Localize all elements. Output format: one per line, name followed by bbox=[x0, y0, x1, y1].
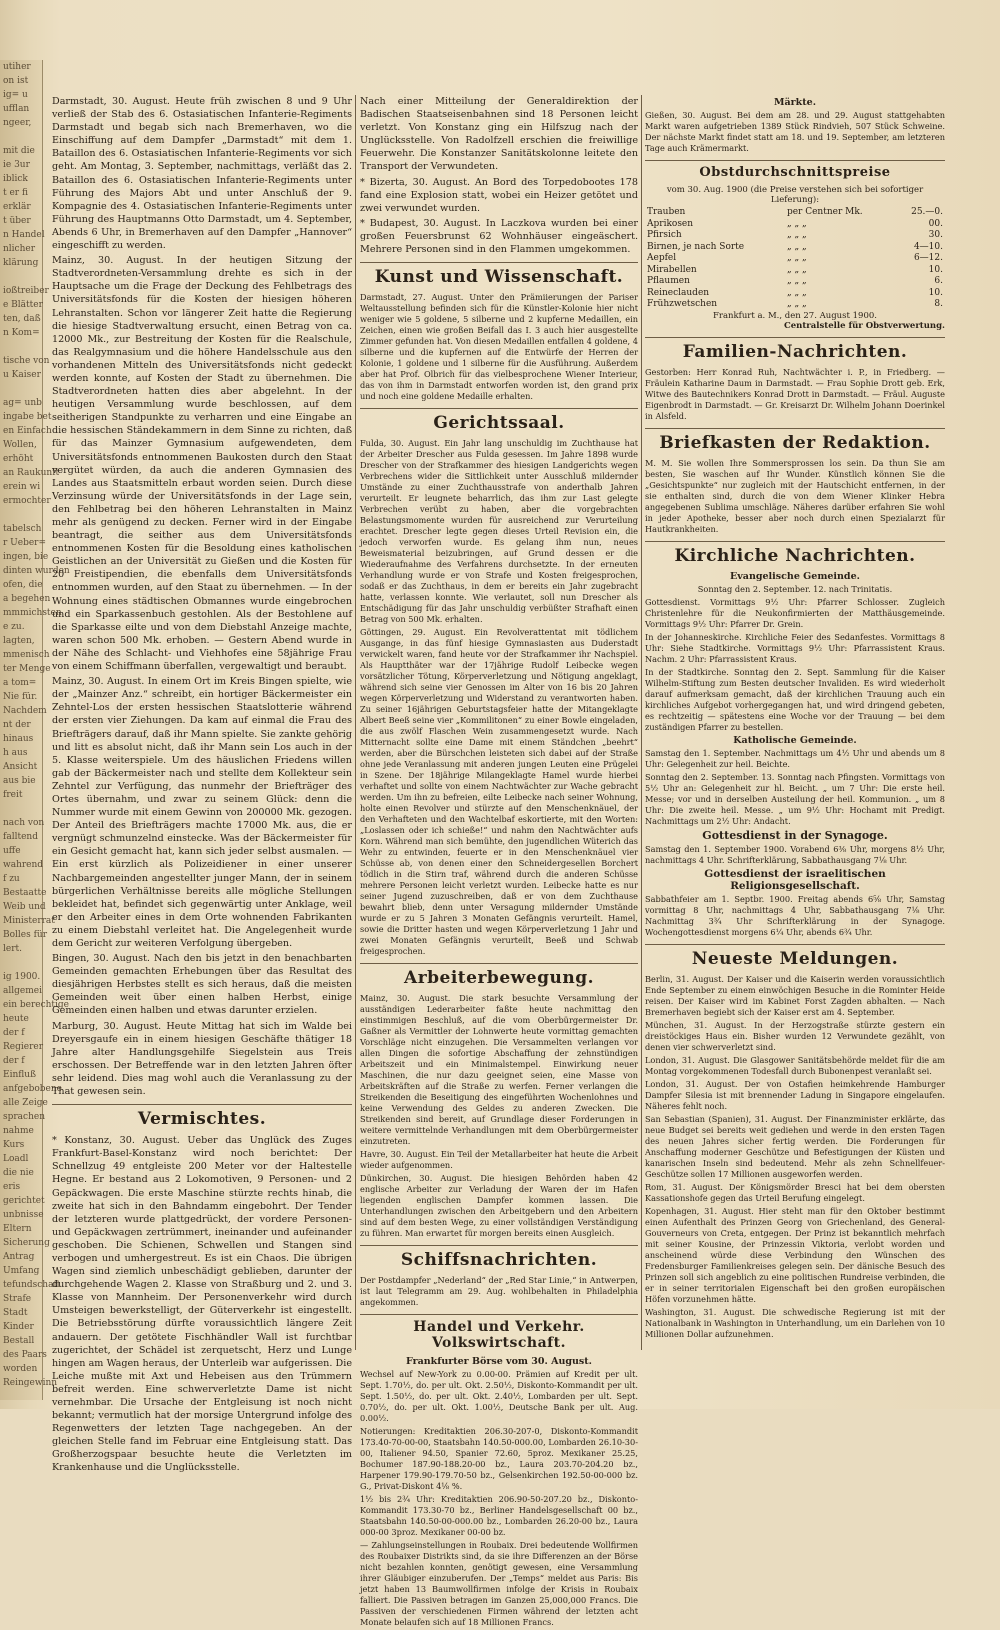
adjacent-page-fragment: die nie bbox=[3, 1168, 34, 1178]
article-goettingen: Göttingen, 29. August. Ein Revolverattentat mit tödlichem Ausgange, in das fünf hiesige Gymnasiasten aus Duderstadt verwickelt waren, fand heute vor der Strafkammer ihr Nachspiel. Als Hauptthäter war der 17jährige Rudolf Leibecke wegen vorsätzlicher Tötung, Körperverletzung und Nötigung angeklagt, während sich seine vier Genossen im Alter von 16 bis 20 Jahren wegen Körperverletzung und Widerstand zu verantworten haben. Zu seiner 16jährigen Geburtstagsfeier hatte der Mitangeklagte Albert Beeß seine vier „Kommilitonen“ zu einer Bowle eingeladen, die aus zwölf Flaschen Wein zusammengesetzt wurde. Nach Mitternacht sollte eine Dame mit einem Ständchen „beehrt“ werden, aber die Bürschchen leisteten sich dabei auf der Straße ohne jede Veranlassung mit anderen jungen Leuten eine Prügelei in Szene. Der 18jährige Milangeklagte Hamel wurde hierbei verhaftet und sollte von einem Nachtwächter zur Wache gebracht werden. Um ihn zu befreien, eilte Leibecke nach seiner Wohnung, holte einen Revolver und stürzte auf den Menschenknäuel, der den Verhafteten und den Wachtelbaf eskortierte, mit den Worten: „Loslassen oder ich schieße!“ und nahm den Nachtwächter aufs Korn. Während man sich bemühte, den jugendlichen Wüterich das Wehr zu entwinden, feuerte er in den Menschenknäuel vier Schüsse ab, von denen einer den Schneidergesellen Borchert tödlich in die Stirn traf, während durch die anderen Schüsse mehrere Personen leicht verletzt wurden. Leibecke hatte es nur seiner Jugend zuzuschreiben, daß er von dem Zuchthause bewahrt blieb, denn unter Versagung mildernder Umstände wurde er zu 5 Jahren 3 Monaten Gefängnis verurteilt. Hamel, sowie die Dritter hasten und wegen Körperverletzung 1 Jahr und zwei Monaten Gefängnis verurteilt, Beeß und Schwab freigesprochen. bbox=[360, 627, 638, 957]
news-rom: Rom, 31. August. Der Königsmörder Bresci hat bei dem obersten Kassationshofe gegen das Urteil Berufung eingelegt. bbox=[645, 1181, 945, 1203]
adjacent-page-fragment: ngeer, bbox=[3, 118, 32, 128]
maerkte-heading: Märkte. bbox=[774, 97, 816, 108]
price-value: 10. bbox=[928, 287, 943, 298]
adjacent-page-fragment: eris bbox=[3, 1182, 21, 1192]
adjacent-page-fragment: ag= unb bbox=[3, 398, 42, 408]
adjacent-page-fragment: n Kom= bbox=[3, 328, 40, 338]
adjacent-page-fragment: alle Zeige bbox=[3, 1098, 48, 1108]
adjacent-page-fragment: ioßtreiber bbox=[3, 286, 49, 296]
article-bizerta: * Bizerta, 30. August. An Bord des Torpedobootes 178 fand eine Explosion statt, wobei ein Heizer getötet und zwei verwundet wurden. bbox=[360, 176, 638, 214]
adjacent-page-fragment bbox=[0, 382, 42, 396]
adjacent-page-fragment: Stadt bbox=[3, 1308, 28, 1318]
column-rule bbox=[355, 95, 356, 1350]
price-row bbox=[645, 242, 945, 254]
adjacent-page-fragment: ufflan bbox=[3, 104, 30, 114]
adjacent-page-fragment: nlicher bbox=[3, 244, 36, 254]
news-london-1: London, 31. August. Die Glasgower Sanitätsbehörde meldet für die am Montag vorgekommenen Todesfall durch Bubonenpest veranlaßt sei. bbox=[645, 1054, 945, 1076]
synagoge-heading: Gottesdienst in der Synagoge. bbox=[702, 828, 888, 842]
price-row bbox=[645, 253, 945, 265]
obst-heading: Obstdurchschnittspreise bbox=[645, 160, 945, 180]
adjacent-page-fragment: u Kaiser bbox=[3, 370, 41, 380]
article-mainz-lotterie: Mainz, 30. August. In einem Ort im Kreis Bingen spielte, wie der „Mainzer Anz.“ schreibt, ein hortiger Bäckermeister ein Zehntel-Los der ersten hessischen Staatslotterie während der ersten vier Ziehungen. Da kam auf einmal die Frau des Briefträgers darauf, daß ihr Mann spielte. Sie zankte gehörig und litt es absolut nicht, daß ihr Mann sein Los auch in der 5. Klasse weiterspiele. Um des häuslichen Friedens willen gab der Bäckermeister nach und stellte dem Kollekteur sein Zehntel zur Verfügung, das nunmehr der Briefträger des Ortes übernahm, und zwar zu seinem Glück: denn die Nummer wurde mit einem Gewinn von 200000 Mk. gezogen. Der Anteil des Briefträgers machte 17000 Mk. aus, die er vergnügt schmunzelnd einstecke. Was der Bäckermeister für ein Gesicht gemacht hat, kann sich jeder selbst ausmalen. — Ein erst kürzlich als Polizeidiener in einer unserer Nachbargemeinden angestellter junger Mann, der in seinem bürgerlichen Verhältnisse bereits alle mögliche Stellungen bekleidet hat, befindet sich gegenwärtig unter Anklage, weil er den Arbeiter eines in dem Orte wohnenden Fabrikanten zu einem Diebstahl verleitet hat. Die Angelegenheit wurde dem Gericht zur weiteren Verfolgung übergeben. bbox=[52, 676, 352, 949]
news-berlin: Berlin, 31. August. Der Kaiser und die Kaiserin werden voraussichtlich Ende September zu einem einwöchigen Besuche in die Rominter Heide reisen. Der Kaiser wird im Kabinet Forst Zagden abhalten. — Nach Bremerhaven begiebt sich der Kaiser erst am 4. September. bbox=[645, 973, 945, 1017]
adjacent-page-fragment: Regierer bbox=[3, 1042, 43, 1052]
section-heading-neueste: Neueste Meldungen. bbox=[645, 944, 945, 969]
adjacent-page-fragment: erhöht bbox=[3, 454, 34, 464]
article-kunst-darmstadt: Darmstadt, 27. August. Unter den Prämiierungen der Pariser Weltausstellung befinden sich für die Künstler-Kolonie hier nicht weniger wie 5 goldene, 5 silberne und 2 kupferne Medaillen, ein Zeichen, einen wie großen Beifall das I. 3 auch hier ausgestellte Zimmer gefunden hat. Von diesen Medaillen entfallen 4 goldene, 4 silberne und die kupfernen auf die Entwürfe der Herren der Kolonie, 1 goldene und 1 silberne für die Ausführung. Außerdem aber hat Prof. Olbrich für das vielbesprochene Wiener Interieur, das von ihm in Darmstadt entworfen worden ist, den grand prix und noch eine goldene Medaille erhalten. bbox=[360, 292, 638, 402]
adjacent-page-fragment: erein wi bbox=[3, 482, 41, 492]
article-konstanz: * Konstanz, 30. August. Ueber das Unglück des Zuges Frankfurt-Basel-Konstanz wird noch berichtet: Der Schnellzug 49 entgleiste 200 Meter vor der Haltestelle Hegne. Er bestand aus 2 Lokomotiven, 9 Personen- und 2 Gepäckwagen. Die erste Maschine stürzte rechts hinab, die zweite hat sich in den Bahndamm eingebohrt. Der Tender der letzteren wurde plattgedrückt, der vordere Personen- und Gepäckwagen zertrümmert, ineinander und aufeinander geschoben. Die Schienen, Schwellen und Stangen sind verbogen und umhergestreut. Es ist ein Chaos. Die übrigen Wagen sind ziemlich unbeschädigt geblieben, darunter der durchgehende Wagen 2. Klasse von Straßburg und 2. und 3. Klasse von Mannheim. Der Personenverkehr wird durch Umsteigen bewerkstelligt, der Güterverkehr ist eingestellt. Die Betriebsstörung dürfte voraussichtlich längere Zeit andauern. Der getötete Fischhändler Wall ist furchtbar zugerichtet, der Schädel ist zerquetscht, Herz und Lunge hingen am Wagen heraus, der Unterleib war aufgerissen. Die Leiche mußte mit Axt und Hebeisen aus den Trümmern befreit werden. Eine schwerverletzte Dame ist nicht vernehmbar. Die Ursache der Entgleisung ist noch nicht bekannt; vermutlich hat der morsige Untergrund infolge des Regenwetters der letzten Tage nachgegeben. An der gleichen Stelle fand im Februar eine Entgleisung statt. Das Großherzogspaar besuchte heute die Verletzten im Krankenhause und die Unglücksstelle. bbox=[52, 1135, 352, 1474]
fruit-name: Mirabellen bbox=[647, 264, 697, 275]
fruit-name: Pflaumen bbox=[647, 276, 690, 286]
fruit-name: Reineclauden bbox=[647, 287, 710, 298]
volkswirtschaft-title: Volkswirtschaft. bbox=[431, 1335, 567, 1352]
adjacent-page-fragment: Umfang bbox=[3, 1266, 40, 1276]
adjacent-page-fragment: erklär bbox=[3, 202, 31, 212]
news-muenchen: München, 31. August. In der Herzogstraße stürzte gestern ein dreistöckiges Haus ein. Bisher wurden 12 Verwundete gezählt, von denen vier schwerverletzt sind. bbox=[645, 1019, 945, 1052]
adjacent-page-fragment: Nachdem bbox=[3, 706, 47, 716]
boerse-afternoon: 1½ bis 2¾ Uhr: Kreditaktien 206.90-50-207.20 bz., Diskonto-Kommandit 173.30-70 bz., Berliner Handelsgesellschaft 00 bz., Staatsbahn 140.50-00-000.00 bz., Lombarden 26.20-00 bz., Laura 000-00 3proz. Mexikaner 00-00 bz. bbox=[360, 1494, 638, 1538]
adjacent-page-fragment: ermochter bbox=[3, 496, 51, 506]
price-row bbox=[645, 207, 945, 219]
adjacent-page-fragment: anfgebobene bbox=[3, 1084, 62, 1094]
article-bingen: Bingen, 30. August. Nach den bis jetzt in den benachbarten Gemeinden gemachten Erhebungen über das Resultat des diesjährigen Herbstes stellt es sich heraus, daß die meisten Gemeinden weit über einen halben Herbst, einige Gemeinden einen halben und etwas darunter erzielen. bbox=[52, 953, 352, 1017]
boerse-notierungen: Notierungen: Kreditaktien 206.30-207-0, Diskonto-Kommandit 173.40-70-00-00, Staatsbahn 140.50-000.00, Lombarden 26.10-30-00, Italiener 94.50, Spanier 72.60, 5proz. Mexikaner 25.25, Bochumer 187.90-188.20-00 bz., Laura 203.70-204.20 bz., Harpener 179.90-179.70-50 bz., Gelsenkirchen 192.50-00-000 bz. G., Privat-Diskont 4⅛ %. bbox=[360, 1426, 638, 1492]
adjacent-page-fragment: worden bbox=[3, 1364, 38, 1374]
section-heading-vermischtes: Vermischtes. bbox=[52, 1104, 352, 1129]
fruit-price-table bbox=[645, 207, 945, 311]
ev-sunday: Sonntag den 2. September. 12. nach Trinitatis. bbox=[697, 583, 893, 594]
adjacent-page-fragment bbox=[0, 802, 42, 816]
fruit-name: Birnen, je nach Sorte bbox=[647, 241, 745, 252]
price-unit: „ „ „ bbox=[786, 230, 807, 240]
adjacent-page-fragment: Reingewinn bbox=[3, 1378, 58, 1388]
fruit-name: Trauben bbox=[647, 207, 686, 217]
adjacent-page-fragment: r Ueber= bbox=[3, 538, 47, 548]
adjacent-page-fragment: ofen, die bbox=[3, 580, 43, 590]
adjacent-page-strip bbox=[0, 60, 70, 1400]
adjacent-page-fragment: allgemei bbox=[3, 986, 42, 996]
adjacent-page-fragment: falltend bbox=[3, 832, 38, 842]
section-heading-kirchlich: Kirchliche Nachrichten. bbox=[645, 541, 945, 566]
adjacent-page-fragment: ie 3ur bbox=[3, 160, 30, 170]
adjacent-page-fragment: des Paars bbox=[3, 1350, 47, 1360]
section-heading-kunst: Kunst und Wissenschaft. bbox=[360, 262, 638, 287]
price-row bbox=[645, 288, 945, 300]
adjacent-page-fragment: Kurs bbox=[3, 1140, 25, 1150]
obst-footer-date: Frankfurt a. M., den 27. August 1900. bbox=[713, 310, 877, 321]
ev-stadtkirche: In der Stadtkirche. Sonntag den 2. Sept. Sammlung für die Kaiser Wilhelm-Stiftung zum Besten deutscher Invaliden. Es wird wiederholt darauf aufmerksam gemacht, daß der kirchlichen Trauung auch ein kirchliches Aufgebot vorhergegangen hat, und wird dringend gebeten, es rechtzeitig — spätestens eine Woche vor der Trauung — bei dem zuständigen Pfarrer zu bestellen. bbox=[645, 666, 945, 732]
adjacent-page-fragment: tische von bbox=[3, 356, 50, 366]
adjacent-page-fragment: f zu bbox=[3, 874, 20, 884]
briefkasten-text: M. M. Sie wollen Ihre Sommersprossen los sein. Da thun Sie am besten, Sie waschen auf Ihr Wunder. Künstlich können Sie die „Gesichtspunkte“ nur zugleich mit der Hautschicht entfernen, in der sie enthalten sind, durch die von dem Wiener Klinker Hebra angegebenen Sublima umschläge. Näheres darüber erfahren Sie wohl in jeder Apotheke, besser aber noch durch einen Spezialarzt für Hautkrankheiten. bbox=[645, 457, 945, 534]
price-value: 6. bbox=[934, 276, 943, 286]
adjacent-page-fragment: ingen, bie bbox=[3, 552, 49, 562]
price-value: 6—12. bbox=[913, 253, 943, 263]
price-unit: „ „ „ bbox=[786, 218, 807, 229]
adjacent-page-fragment bbox=[0, 508, 42, 522]
price-value: 10. bbox=[928, 264, 943, 275]
price-row bbox=[645, 299, 945, 311]
adjacent-page-fragment: mmmichsten bbox=[3, 608, 62, 618]
adjacent-page-fragment: tefundschaft bbox=[3, 1280, 61, 1290]
adjacent-page-fragment: Bestall bbox=[3, 1336, 35, 1346]
article-konstanz-cont: Nach einer Mitteilung der Generaldirektion der Badischen Staatseisenbahnen sind 18 Personen leicht verletzt. Von Konstanz ging ein Hilfszug nach der Unglücksstelle. Von Radolfzell erschien die freiwillige Feuerwehr. Die Konstanzer Sanitätskolonne leitete den Transport der Verwundeten. bbox=[360, 96, 638, 173]
article-mainz-leder: Mainz, 30. August. Die stark besuchte Versammlung der ausständigen Lederarbeiter faßte heute nachmittag den einstimmigen Beschluß, auf die vom Oberbürgermeister Dr. Gaßner als Vermittler der Lohnwerte heute vormittag gemachten Vorschläge nicht einzugehen. Die Versammelten verlangen vor allen Dingen die sofortige Abschaffung der zehnstündigen Arbeitszeit und ein Minimalstempel. Einwirkung neuer Maschinen, die nur dazu geeignet seien, eine Masse von Arbeitskräften auf die Straße zu werfen. Ferner verlangen die Streikenden die Beseitigung des eingeführten Wochenlohnes und keine Verwendung des Geldes zu anderen Zwecken. Die Streikenden sind bereit, auf Grundlage dieser Forderungen in weitere vermittelnde Verhandlungen mit dem Oberbürgermeister einzutreten. bbox=[360, 993, 638, 1147]
adjacent-page-fragment: heute bbox=[3, 1014, 29, 1024]
adjacent-page-fragment: Ansicht bbox=[3, 762, 38, 772]
adjacent-page-fragment bbox=[0, 956, 42, 970]
adjacent-page-fragment: hinaus bbox=[3, 734, 34, 744]
news-kopenhagen: Kopenhagen, 31. August. Hier steht man für den Oktober bestimmt einen Aufenthalt des Prinzen Georg von Griechenland, des General-Gouverneurs von Creta, entgegen. Der Prinz ist bekanntlich mehrfach mit seiner Kousine, der Prinzessin Viktoria, verlobt worden und anscheinend würde diese Verbindung den Wünschen des Fredensburger Familienkreises gelegen sein. Der dänische Besuch des Prinzen soll sich angeblich zu eine politischen Rundreise verbinden, die er in seiner territorialen Eigenschaft bei den großen europäischen Höfen vorzunehmen hätte. bbox=[645, 1205, 945, 1304]
article-budapest: * Budapest, 30. August. In Laczkova wurden bei einer großen Feuersbrunst 62 Wohnhäuser eingeäschert. Mehrere Personen sind in den Flammen umgekommen. bbox=[360, 217, 638, 256]
handel-title: Handel und Verkehr. bbox=[413, 1319, 585, 1336]
adjacent-page-fragment: t über bbox=[3, 216, 31, 226]
adjacent-page-fragment: Ministerrat bbox=[3, 916, 55, 926]
price-value: 8. bbox=[934, 299, 943, 309]
section-heading-briefkasten: Briefkasten der Redaktion. bbox=[645, 428, 945, 453]
kath-sonntag: Sonntag den 2. September. 13. Sonntag nach Pfingsten. Vormittags von 5½ Uhr an: Gelegenheit zur hl. Beicht. „ um 7 Uhr: Die erste heil. Messe; vor und in derselben Austeilung der heil. Kommunion. „ um 8 Uhr: Die zweite heil. Messe. „ um 9½ Uhr: Hochamt mit Predigt. Nachmittags um 2½ Uhr: Andacht. bbox=[645, 771, 945, 826]
price-value: 30. bbox=[928, 230, 943, 240]
adjacent-page-fragment: Weib und bbox=[3, 902, 46, 912]
kath-samstag: Samstag den 1. September. Nachmittags um 4½ Uhr und abends um 8 Uhr: Gelegenheit zur heil. Beichte. bbox=[645, 747, 945, 769]
price-row bbox=[645, 276, 945, 288]
boerse-praemien: Wechsel auf New-York zu 0.00-00. Prämien auf Kredit per ult. Sept. 1.70½, do. per ult. Okt. 2.50½, Diskonto-Kommandit per ult. Sept. 1.50½, do. per ult. Okt. 2.40½, Lombarden per ult. Sept. 0.70½, do. per ult. Okt. 1.00½, Deutsche Bank per ult. Aug. 0.00½. bbox=[360, 1369, 638, 1424]
adjacent-page-fragment bbox=[0, 270, 42, 284]
fruit-name: Aepfel bbox=[647, 253, 677, 263]
price-unit: „ „ „ bbox=[786, 241, 807, 252]
adjacent-page-fragment: an Raukunft bbox=[3, 468, 60, 478]
article-marburg: Marburg, 30. August. Heute Mittag hat sich im Walde bei Dreyersgaufe ein in einem hiesigen Geschäfte thätiger 18 Jahre alter Handlungsgehilfe Siegelstein aus Treis erschossen. Der Betreffende war in den letzten Jahren öfter sehr leidend. Dies mag wohl auch die Veranlassung zu der That gewesen sein. bbox=[52, 1020, 352, 1098]
adjacent-page-fragment: der f bbox=[3, 1028, 25, 1038]
price-unit: „ „ „ bbox=[786, 264, 807, 275]
adjacent-page-fragment: wahrend bbox=[3, 860, 44, 870]
adjacent-page-fragment: e zu. bbox=[3, 622, 25, 632]
adjacent-page-fragment: ig 1900. bbox=[3, 972, 41, 982]
ev-johanneskirche: In der Johanneskirche. Kirchliche Feier des Sedanfestes. Vormittags 8 Uhr: Siehe Stadtkirche. Vormittags 9½ Uhr: Pfarrassistent Kraus. Nachm. 2 Uhr: Pfarrassistent Kraus. bbox=[645, 631, 945, 664]
adjacent-page-fragment: Bolles für bbox=[3, 930, 48, 940]
price-unit: „ „ „ bbox=[786, 253, 807, 263]
section-heading-familie: Familien-Nachrichten. bbox=[645, 337, 945, 362]
column-3 bbox=[645, 95, 945, 1342]
adjacent-page-fragment: sprachen bbox=[3, 1112, 46, 1122]
article-roubaix: — Zahlungseinstellungen in Roubaix. Drei bedeutende Wollfirmen des Roubaixer Distrikts sind, da sie ihre Differenzen an der Börse nicht bezahlen konnten, genötigt gewesen, eine Versammlung ihrer Gläubiger einzuberufen. Der „Temps“ meldet aus Paris: Bis jetzt haben 13 Baumwollfirmen infolge der Krisis in Roubaix falliert. Die Passiven betragen im Ganzen 25,000,000 Francs. Die Passiven der verschiedenen Firmen während der letzten acht Monate belaufen sich auf 18 Millionen Francs. bbox=[360, 1540, 638, 1628]
article-duenkirchen: Dünkirchen, 30. August. Die hiesigen Behörden haben 42 englische Arbeiter zur Verladung der Waren der im Hafen liegenden englischen Dampfer kommen lassen. Die Unterhandlungen zwischen den Arbeitgebern und den Arbeitern sind auf dem besten Wege, zu einer vollständigen Verständigung zu führen. Man erwartet für morgen bereits einen Ausgleich. bbox=[360, 1173, 638, 1239]
column-1 bbox=[52, 95, 352, 1477]
section-heading-arbeiter: Arbeiterbewegung. bbox=[360, 963, 638, 988]
israelitisch-heading: Gottesdienst der israelitischen Religionsgesellschaft. bbox=[704, 867, 886, 892]
adjacent-page-fragment: lagten, bbox=[3, 636, 35, 646]
adjacent-page-fragment: Eltern bbox=[3, 1224, 32, 1234]
adjacent-page-fragment: Bestaatte bbox=[3, 888, 47, 898]
adjacent-page-fragment: dinten wurden bbox=[3, 566, 70, 576]
adjacent-page-fragment: Wollen, bbox=[3, 440, 37, 450]
price-row bbox=[645, 265, 945, 277]
adjacent-page-fragment: nt der bbox=[3, 720, 31, 730]
column-2 bbox=[360, 95, 638, 1630]
section-heading-schiff: Schiffsnachrichten. bbox=[360, 1245, 638, 1270]
article-giessen: Gießen, 30. August. Bei dem am 28. und 29. August stattgehabten Markt waren aufgetrieben 1389 Stück Rindvieh, 507 Stück Schweine. Der nächste Markt findet statt am 18. und 19. September, am letzteren Tage auch Krämermarkt. bbox=[645, 110, 945, 153]
adjacent-page-fragment: ten, daß bbox=[3, 314, 41, 324]
adjacent-page-fragment: mit die bbox=[3, 146, 35, 156]
adjacent-page-fragment: Strafe bbox=[3, 1294, 32, 1304]
adjacent-page-fragment: klärung bbox=[3, 258, 39, 268]
familie-gestorben: Gestorben: Herr Konrad Ruh, Nachtwächter i. P., in Friedberg. — Fräulein Katharine Daum in Darmstadt. — Frau Sophie Drott geb. Erk, Witwe des Bautechnikers Konrad Drott in Darmstadt. — Fräul. Auguste Eigenbrodt in Darmstadt. — Gr. Kreisarzt Dr. Wilhelm Johann Doerinkel in Alsfeld. bbox=[645, 366, 945, 421]
adjacent-page-fragment: on ist bbox=[3, 76, 29, 86]
adjacent-page-fragment: Loadl bbox=[3, 1154, 29, 1164]
price-unit: „ „ „ bbox=[786, 287, 807, 298]
article-havre: Havre, 30. August. Ein Teil der Metallarbeiter hat heute die Arbeit wieder aufgenommen. bbox=[360, 1149, 638, 1171]
news-washington: Washington, 31. August. Die schwedische Regierung ist mit der Nationalbank in Washington in Unterhandlung, um ein Darlehen von 10 Millionen Dollar aufzunehmen. bbox=[645, 1306, 945, 1339]
fruit-name: Pfirsich bbox=[647, 230, 682, 240]
adjacent-page-fragment: uffe bbox=[3, 846, 21, 856]
price-row bbox=[645, 219, 945, 231]
adjacent-page-fragment: freit bbox=[3, 790, 23, 800]
adjacent-page-fragment: ingabe bet bbox=[3, 412, 52, 422]
news-san-sebastian: San Sebastian (Spanien), 31. August. Der Finanzminister erklärte, das neue Budget sei bereits weit gediehen und werde in den ersten Tagen des neuen Jahres sicher fertig werden. Die Forderungen für Anschaffung moderner Geschütze und Befestigungen der Küsten und kanarischen Inseln sind bedeutend. Mehr als zehn Schnellfeuer-Geschütze sollen 17 Millionen ausgeworfen werden. bbox=[645, 1113, 945, 1179]
adjacent-page-fragment: a begehen bbox=[3, 594, 51, 604]
adjacent-page-fragment: der f bbox=[3, 1056, 25, 1066]
adjacent-page-fragment: e Blätter bbox=[3, 300, 43, 310]
adjacent-page-fragment: nahme bbox=[3, 1126, 34, 1136]
price-value: 00. bbox=[928, 218, 943, 229]
adjacent-page-fragment: Einfluß bbox=[3, 1070, 37, 1080]
price-unit: „ „ „ bbox=[786, 276, 807, 286]
article-darmstadt: Darmstadt, 30. August. Heute früh zwischen 8 und 9 Uhr verließ der Stab des 6. Ostasiatischen Infanterie-Regiments Darmstadt und begab sich nach Bremerhaven, wo die Einschiffung auf dem Dampfer „Darmstadt“ mit dem 1. Bataillon des 6. Ostasiatischen Infanterie-Regiments vor sich geht. Am Montag, 3. September, nachmittags, verläßt das 2. Bataillon des 6. Ostasiatischen Infanterie-Regiments unter Führung des Majors Abt und unter Anschluß der 9. Kompagnie des 4. Ostasiatischen Infanterie-Regiments unter Führung des Hauptmanns Otto Darmstadt, um 4. September, Abends 6 Uhr, in Bremerhaven auf den Dampfer „Hannover“ eingeschifft zu werden. bbox=[52, 96, 352, 252]
price-unit: per Centner Mk. bbox=[786, 207, 863, 217]
adjacent-page-fragment: ter Menge bbox=[3, 664, 51, 674]
adjacent-page-fragment: ein berechtige bbox=[3, 1000, 69, 1010]
adjacent-page-fragment bbox=[0, 130, 42, 144]
article-nederland: Der Postdampfer „Nederland“ der „Red Star Linie,“ in Antwerpen, ist laut Telegramm am 29. Aug. wohlbehalten in Philadelphia angekommen. bbox=[360, 1275, 638, 1308]
adjacent-page-fragment: a tom= bbox=[3, 678, 37, 688]
obst-footer-org: Centralstelle für Obstverwertung. bbox=[784, 320, 945, 331]
article-mainz-stadtverordnete: Mainz, 30. August. In der heutigen Sitzung der Stadtverordneten-Versammlung drehte es sich in der Hauptsache um die Frage der Deckung des Fehlbetrags des Universitätsfonds für die Kosten der hiesigen höheren Lehranstalten. Schon vor längerer Zeit hatte die Regierung die hiesige Stadtverwaltung ersucht, einen Betrag von ca. 12000 Mk., zur Bestreitung der Kosten für die Realschule, das Realgymnasium und die höhere Handelsschule aus den vorhandenen Mitteln des Universitätsfonds nicht gedeckt werden konnte, auf Kosten der Stadt zu übernehmen. Die Stadtverordneten hatten dies aber abgelehnt. In der heutigen Versammlung wurde beschlossen, auf dem seitherigen Standpunkte zu verharren und eine Eingabe an die hessischen Ständekammern in dem Sinne zu richten, daß für das Mainzer Gymnasium aufgewendeten, dem Universitätsfonds entnommenen Baukosten durch den Staat vergütet würden, da auch die anderen Gymnasien des Landes aus Staatsmitteln erbaut worden seien. Durch diese Verzinsung würde der Universitätsfonds in der Lage sein, den Fehlbetrag bei den höheren Lehranstalten in Mainz mehr als genügend zu decken. Ferner wird in der Eingabe beantragt, die seither aus dem Universitätsfonds entnommenen Kosten für die Besoldung eines katholischen Geistlichen an der Universität zu Gießen und die Kosten für 20 Freistipendien, die ebenfalls dem Universitätsfonds entnommen wurden, auf den Staat zu übernehmen. — In der Wohnung eines städtischen Obmannes wurde eingebrochen und ein Sparkassenbuch gestohlen. Als der Bestohlene auf die Sparkasse eilte und von dem Diebstahl Anzeige machte, waren schon 500 Mk. erhoben. — Gestern Abend wurde in der Nähe des Schlacht- und Viehhofes eine 58jährige Frau von einem Schiffmann überfallen, vergewaltigt und beraubt. bbox=[52, 255, 352, 673]
price-value: 4—10. bbox=[913, 241, 943, 252]
adjacent-page-fragment: gerichtet bbox=[3, 1196, 45, 1206]
price-row bbox=[645, 230, 945, 242]
katholisch-heading: Katholische Gemeinde. bbox=[733, 734, 857, 746]
obst-subheading: vom 30. Aug. 1900 (die Preise verstehen sich bei sofortiger Lieferung): bbox=[666, 185, 924, 205]
price-value: 25.—0. bbox=[911, 207, 943, 217]
adjacent-page-fragment: h aus bbox=[3, 748, 28, 758]
israelitisch-text: Sabbathfeier am 1. Septbr. 1900. Freitag abends 6⅝ Uhr, Samstag vormittag 8 Uhr, nachmittags 4 Uhr, Sabbathausgang 7⅛ Uhr. Nachmittag 3¾ Uhr Schrifterklärung in der Synagoge. Wochengottesdienst morgens 6¼ Uhr, abends 6¾ Uhr. bbox=[645, 893, 945, 937]
adjacent-page-fragment: iblick bbox=[3, 174, 28, 184]
adjacent-page-fragment: aus bie bbox=[3, 776, 36, 786]
adjacent-page-fragment: lert. bbox=[3, 944, 22, 954]
fruit-name: Frühzwetschen bbox=[647, 299, 718, 309]
adjacent-page-fragment: mmenisch bbox=[3, 650, 50, 660]
adjacent-page-fragment: Antrag bbox=[3, 1252, 35, 1262]
adjacent-page-fragment: nach von bbox=[3, 818, 45, 828]
column-rule bbox=[641, 95, 642, 1350]
adjacent-page-fragment: utiher bbox=[3, 62, 31, 72]
fruit-name: Aprikosen bbox=[647, 218, 694, 229]
evangelisch-heading: Evangelische Gemeinde. bbox=[730, 570, 860, 582]
synagoge-text: Samstag den 1. September 1900. Vorabend 6⅜ Uhr, morgens 8½ Uhr, nachmittags 4 Uhr. Schrifterklärung, Sabbathausgang 7⅛ Uhr. bbox=[645, 843, 945, 865]
article-fulda: Fulda, 30. August. Ein Jahr lang unschuldig im Zuchthause hat der Arbeiter Drescher aus Fulda gesessen. Im Jahre 1898 wurde Drescher von der Strafkammer des hiesigen Landgerichts wegen Verbrechens wider die Sittlichkeit unter Ausschluß mildernder Umstände zu einer Zuchthausstrafe von anderthalb Jahren verurteilt. Er leugnete beharrlich, das ihm zur Last gelegte Verbrechen verübt zu haben, aber die vorgebrachten Belastungsmomente wurden für ausreichend zur Verurteilung erachtet. Drescher legte gegen dieses Urteil Revision ein, die jedoch verworfen wurde. Es gelang ihm nun, neues Beweismaterial beizubringen, auf Grund dessen er die Wiederaufnahme des Verfahrens durchsetzte. In der erneuten Verhandlung wurde er von Strafe und Kosten freigesprochen, sodaß er das Zuchthaus, in dem er bereits ein Jahr zugebracht hatte, verlassen konnte. Wie verlautet, soll nun Drescher als Entschädigung für das Jahr unschuldig verbüßter Strafhaft einen Betrag von 500 Mk. erhalten. bbox=[360, 438, 638, 625]
price-unit: „ „ „ bbox=[786, 299, 807, 309]
adjacent-page-fragment: tabelsch bbox=[3, 524, 42, 534]
adjacent-page-fragment: t er fi bbox=[3, 188, 28, 198]
adjacent-page-fragment: en Einfach bbox=[3, 426, 52, 436]
adjacent-page-fragment: Kinder bbox=[3, 1322, 34, 1332]
ev-gottesdienst: Gottesdienst. Vormittags 9½ Uhr: Pfarrer Schlosser. Zugleich Christenlehre für die Neukonfirmierten der Matthäusgemeinde. Vormittags 9½ Uhr: Pfarrer Dr. Grein. bbox=[645, 596, 945, 629]
adjacent-page-fragment: Sicherung bbox=[3, 1238, 50, 1248]
section-heading-handel bbox=[360, 1314, 638, 1351]
adjacent-page-fragment: Nie für. bbox=[3, 692, 38, 702]
adjacent-page-fragment bbox=[0, 340, 42, 354]
adjacent-page-fragment: ig= u bbox=[3, 90, 28, 100]
adjacent-page-fragment: unbnisse bbox=[3, 1210, 44, 1220]
section-heading-gericht: Gerichtssaal. bbox=[360, 408, 638, 433]
boerse-title: Frankfurter Börse vom 30. August. bbox=[406, 1356, 592, 1368]
news-london-2: London, 31. August. Der von Ostafien heimkehrende Hamburger Dampfer Silesia ist mit brennender Ladung in Singapore eingelaufen. Näheres fehlt noch. bbox=[645, 1078, 945, 1111]
adjacent-page-fragment: n Handel bbox=[3, 230, 45, 240]
